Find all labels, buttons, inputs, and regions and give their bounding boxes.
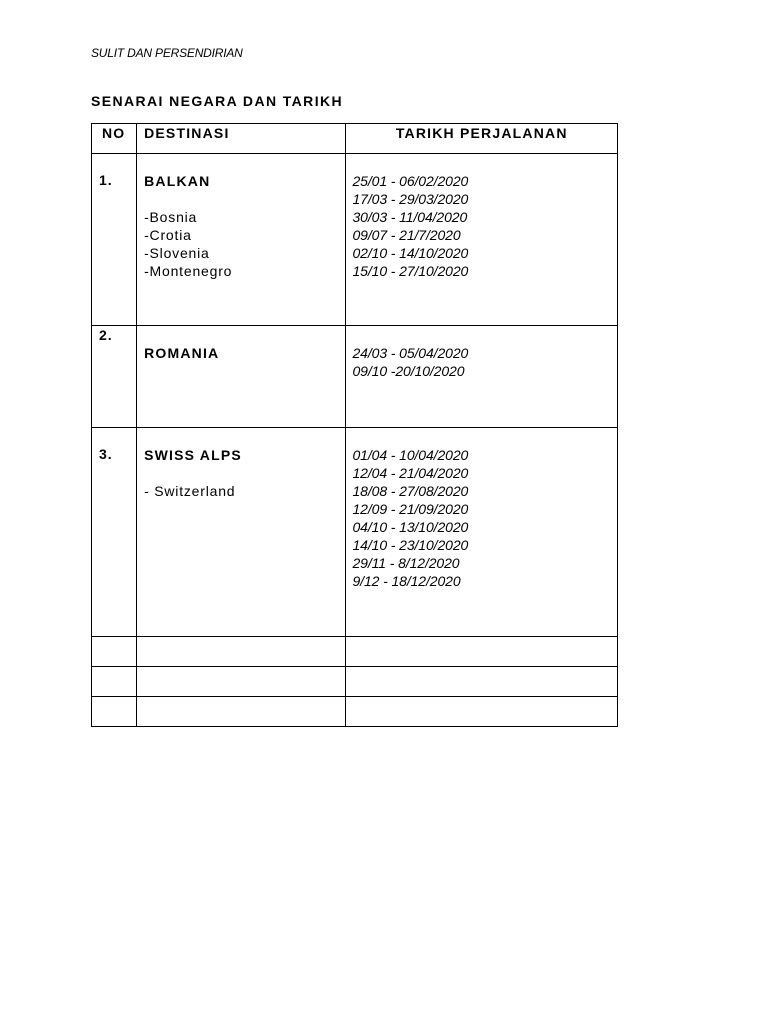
confidentiality-header: SULIT DAN PERSENDIRIAN (91, 46, 243, 60)
empty-cell (346, 697, 618, 727)
date-item: 15/10 - 27/10/2020 (352, 263, 469, 279)
country-item: -Crotia (144, 227, 192, 243)
table-row (92, 154, 618, 326)
country-item: -Bosnia (144, 209, 198, 225)
date-item: 09/10 -20/10/2020 (352, 363, 465, 379)
destination-name: BALKAN (144, 173, 211, 189)
column-header-destination: DESTINASI (137, 124, 346, 154)
travel-dates-cell (346, 326, 618, 428)
column-header-no: NO (92, 124, 137, 154)
empty-cell (92, 667, 137, 697)
date-item: 12/09 - 21/09/2020 (352, 501, 469, 517)
row-number: 1. (92, 154, 137, 326)
date-item: 01/04 - 10/04/2020 (352, 447, 469, 463)
empty-table-row (92, 697, 618, 727)
travel-dates-cell (346, 428, 618, 637)
document-title: SENARAI NEGARA DAN TARIKH (91, 93, 343, 109)
row-number: 3. (92, 428, 137, 637)
row-number: 2. (92, 326, 137, 428)
table-row (92, 326, 618, 428)
country-list (144, 208, 345, 280)
empty-cell (137, 697, 346, 727)
empty-cell (346, 637, 618, 667)
column-header-travel-date: TARIKH PERJALANAN (346, 124, 618, 154)
empty-cell (92, 697, 137, 727)
date-item: 14/10 - 23/10/2020 (352, 537, 469, 553)
date-item: 30/03 - 11/04/2020 (352, 209, 468, 225)
empty-cell (346, 667, 618, 697)
empty-cell (137, 667, 346, 697)
date-item: 24/03 - 05/04/2020 (352, 345, 469, 361)
destination-cell (137, 154, 346, 326)
destination-cell (137, 326, 346, 428)
date-item: 18/08 - 27/08/2020 (352, 483, 469, 499)
date-item: 29/11 - 8/12/2020 (352, 555, 460, 571)
country-item: - Switzerland (144, 483, 236, 499)
date-item: 09/07 - 21/7/2020 (352, 227, 461, 243)
empty-table-row (92, 637, 618, 667)
date-item: 17/03 - 29/03/2020 (352, 191, 469, 207)
date-list (352, 344, 617, 380)
table-header-row (92, 124, 618, 154)
date-item: 9/12 - 18/12/2020 (352, 573, 461, 589)
date-item: 12/04 - 21/04/2020 (352, 465, 469, 481)
table-row (92, 428, 618, 637)
country-item: -Slovenia (144, 245, 210, 261)
empty-cell (137, 637, 346, 667)
date-item: 04/10 - 13/10/2020 (352, 519, 469, 535)
country-item: -Montenegro (144, 263, 233, 279)
empty-table-row (92, 667, 618, 697)
date-item: 25/01 - 06/02/2020 (352, 173, 469, 189)
travel-dates-cell (346, 154, 618, 326)
travel-schedule-table (91, 123, 618, 727)
date-item: 02/10 - 14/10/2020 (352, 245, 469, 261)
empty-cell (92, 637, 137, 667)
date-list (352, 172, 617, 280)
destination-name: SWISS ALPS (144, 447, 242, 463)
destination-name: ROMANIA (144, 345, 220, 361)
date-list (352, 446, 617, 590)
country-list (144, 482, 345, 500)
destination-cell (137, 428, 346, 637)
